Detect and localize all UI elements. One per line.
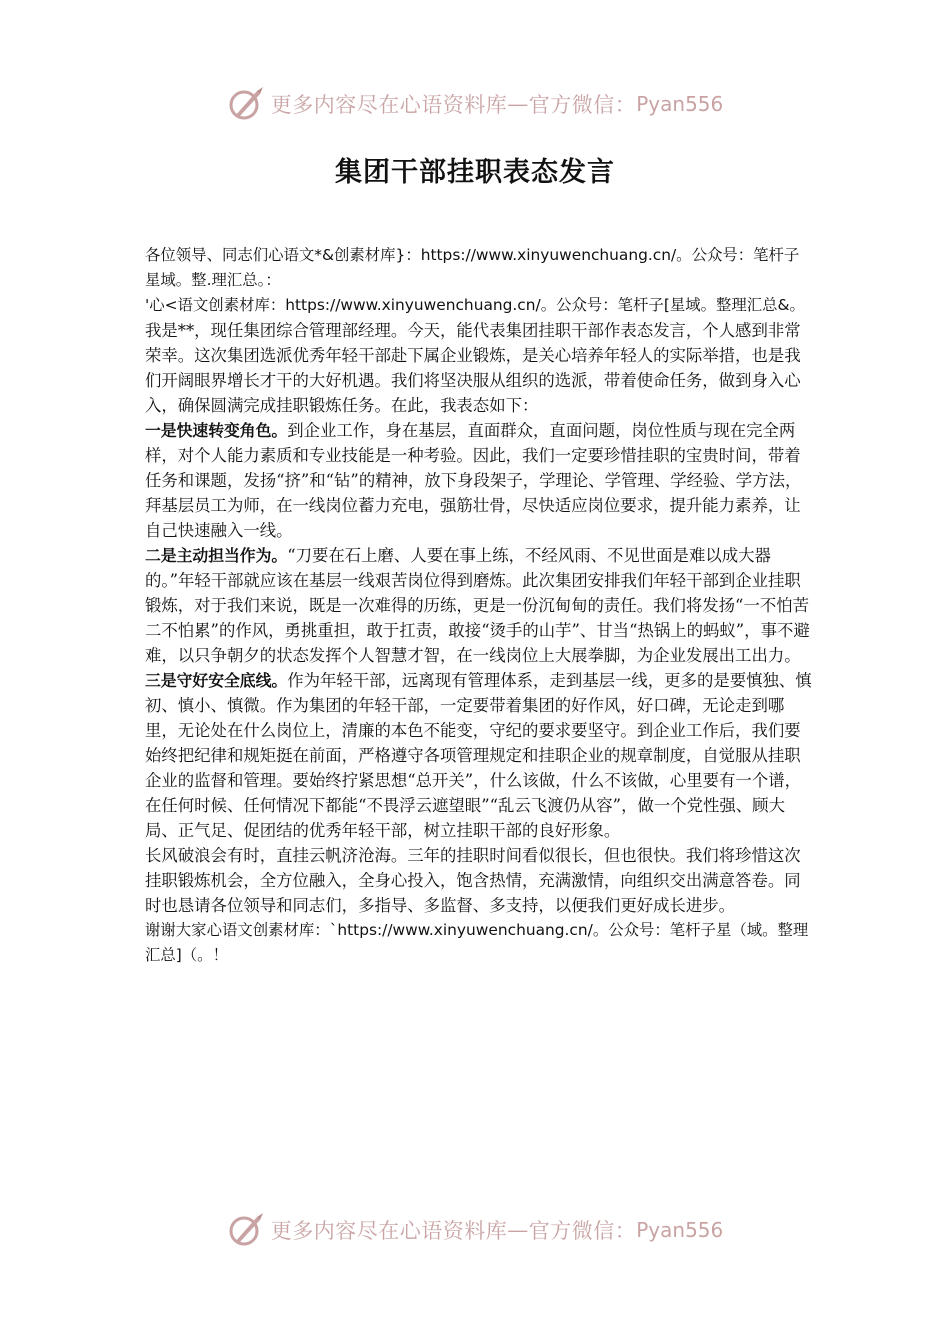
banner-wechat-label: 官方微信：: [528, 93, 637, 117]
quill-logo-icon: [227, 85, 265, 123]
point-3-text: 作为年轻干部，远离现有管理体系，走到基层一线，更多的是要慎独、慎初、慎小、慎微。作为集团的年轻干部，一定要带着集团的好作风，好口碑，无论走到哪里，无论处在什么岗位上，清廉的本色不能变，守纪的要求要坚守。到企业工作后，我们要始终把纪律和规矩挺在前面，严格遵守各项管理规定和挂职企业的规章制度，自觉服从挂职企业的监督和管理。要始终拧紧思想“总开关”，什么该做，什么不该做，心里要有一个谱，在任何时候、任何情况下都能“不畏浮云遮望眼”“乱云飞渡仍从容”，做一个党性强、顾大局、正气足、促团结的优秀年轻干部，树立挂职干部的良好形象。: [145, 671, 812, 840]
point-2-text: “刀要在石上磨、人要在事上练，不经风雨、不见世面是难以成大器的。”年轻干部就应该在基层一线艰苦岗位得到磨炼。此次集团安排我们年轻干部到企业挂职锻炼，对于我们来说，既是一次难得的历练，更是一份沉甸甸的责任。我们将发扬“一不怕苦二不怕累”的作风，勇挑重担，敢于扛责，敢接“烫手的山芋”、甘当“热锅上的蚂蚁”，事不避难，以只争朝夕的状态发挥个人智慧才智，在一线岗位上大展拳脚，为企业发展出工出力。: [145, 546, 810, 665]
paragraph-intro: 我是**，现任集团综合管理部经理。今天，能代表集团挂职干部作表态发言，个人感到非常荣幸。这次集团选派优秀年轻干部赴下属企业锻炼，是关心培养年轻人的实际举措，也是我们开阔眼界增长才干的大好机遇。我们将坚决服从组织的选派，带着使命任务，做到身入心入，确保圆满完成挂职锻炼任务。在此，我表态如下：: [145, 321, 801, 415]
paragraph-greeting: 各位领导、同志们心语文*&创素材库}：https://www.xinyuwenchuang.cn/。公众号：笔杆子星域。整.理汇总。：: [145, 246, 800, 289]
banner-wechat-id: Pyan556: [636, 92, 724, 116]
document-title: 集团干部挂职表态发言: [335, 157, 615, 188]
point-1-text: 到企业工作，身在基层，直面群众，直面问题，岗位性质与现在完全两样，对个人能力素质和专业技能是一种考验。因此，我们一定要珍惜挂职的宝贵时间，带着任务和课题，发扬“挤”和“钻”的精神，放下身段架子，学理论、学管理、学经验、学方法，拜基层员工为师，在一线岗位蓄力充电，强筋壮骨，尽快适应岗位要求，提升能力素养，让自己快速融入一线。: [145, 421, 802, 540]
banner-wechat-id: Pyan556: [636, 1218, 724, 1242]
paragraph-point-3: [145, 668, 813, 843]
header-banner: [0, 84, 950, 124]
footer-banner: [0, 1210, 950, 1250]
paragraph-point-1: [145, 418, 813, 543]
document-body: [145, 243, 813, 968]
point-1-heading: 一是快速转变角色。: [145, 421, 288, 440]
point-3-heading: 三是守好安全底线。: [145, 671, 288, 690]
banner-dash: —: [507, 92, 529, 116]
paragraph-source-note: '心<语文创素材库：https://www.xinyuwenchuang.cn/。公众号：笔杆子[星域。整理汇总&。: [145, 296, 805, 314]
quill-logo-icon: [227, 1211, 265, 1249]
banner-text: 更多内容尽在心语资料库: [270, 1219, 508, 1243]
paragraph-point-2: [145, 543, 813, 668]
banner-wechat-label: 官方微信：: [528, 1219, 637, 1243]
point-2-heading: 二是主动担当作为。: [145, 546, 288, 565]
paragraph-conclusion: 长风破浪会有时，直挂云帆济沧海。三年的挂职时间看似很长，但也很快。我们将珍惜这次挂职锻炼机会，全方位融入，全身心投入，饱含热情，充满激情，向组织交出满意答卷。同时也恳请各位领导和同志们，多指导、多监督、多支持，以便我们更好成长进步。: [145, 846, 801, 915]
banner-dash: —: [507, 1218, 529, 1242]
banner-text: 更多内容尽在心语资料库: [270, 93, 508, 117]
paragraph-thanks: 谢谢大家心语文创素材库：`https://www.xinyuwenchuang.cn/。公众号：笔杆子星（域。整理汇总]（。！: [145, 921, 809, 964]
